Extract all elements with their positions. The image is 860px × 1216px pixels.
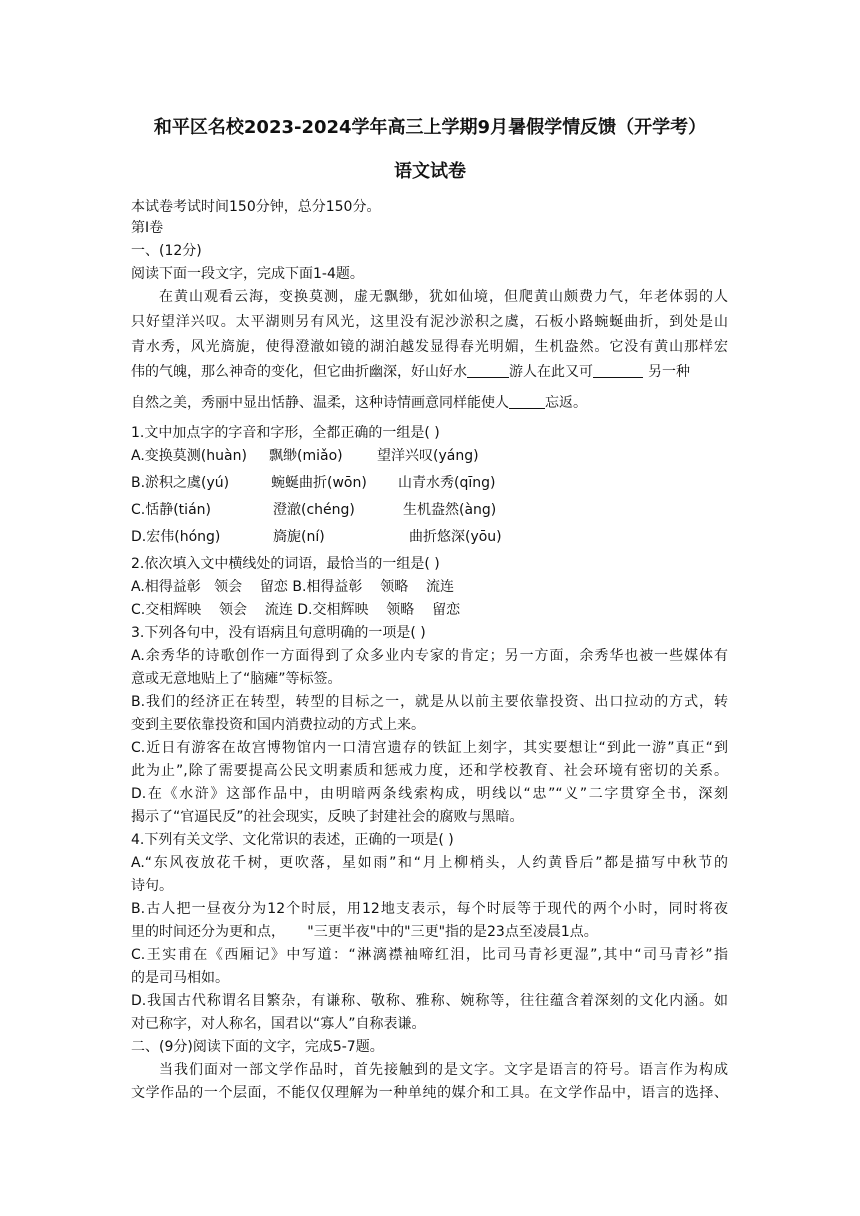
- passage-line-5-part-1: 自然之美，秀丽中显出恬静、温柔，这种诗情画意同样能使人: [131, 395, 509, 411]
- question-3-option-d-line-2: 揭示了“官逼民反”的社会现实，反映了封建社会的腐败与黑暗。: [131, 809, 524, 825]
- exam-subtitle: 语文试卷: [394, 161, 466, 182]
- fill-blank-2: [593, 363, 643, 378]
- question-3-option-d-line-1: D.在《水浒》这部作品中，由明暗两条线索构成，明线以“忠”“义”二字贯穿全书，深刻: [131, 786, 728, 802]
- question-1-stem: 1.文中加点字的字音和字形，全都正确的一组是( ): [131, 425, 440, 441]
- option-d-item-1: D.宏伟(hóng): [131, 529, 221, 545]
- question-2-stem: 2.依次填入文中横线处的词语，最恰当的一组是( ): [131, 556, 440, 572]
- question-1-option-d: [131, 527, 502, 547]
- passage-line-4: [131, 362, 690, 382]
- question-3-option-b-line-2: 变到主要依靠投资和国内消费拉动的方式上来。: [131, 717, 425, 733]
- question-3-option-b-line-1: B.我们的经济正在转型，转型的目标之一，就是从以前主要依靠投资、出口拉动的方式，转: [131, 694, 728, 710]
- passage-line-3: 青水秀，风光旖旎，使得澄澈如镜的湖泊越发显得春光明媚，生机盎然。它没有黄山那样宏: [131, 339, 728, 355]
- question-4-option-d-line-1: D.我国古代称谓名目繁杂，有谦称、敬称、雅称、婉称等，往往蕴含着深刻的文化内涵。如: [131, 993, 728, 1009]
- fill-blank-3: [509, 394, 545, 409]
- question-4-stem: 4.下列有关文学、文化常识的表述，正确的一项是( ): [131, 832, 454, 848]
- question-3-option-a-line-2: 意或无意地贴上了“脑瘫”等标签。: [131, 671, 342, 687]
- question-4-option-b-line-1: B.古人把一昼夜分为12个时辰，用12地支表示，每个时辰等于现代的两个小时，同时将夜: [131, 901, 728, 917]
- section-1-heading: 一、(12分): [131, 243, 202, 259]
- option-a-item-2: 飘缈(miǎo): [269, 448, 343, 464]
- question-1-option-b: [131, 473, 495, 493]
- question-1-option-c: [131, 500, 496, 520]
- passage-line-4-part-2: 游人在此又可: [509, 364, 593, 380]
- question-4-option-d-line-2: 对已称字，对人称名，国君以“寡人”自称表谦。: [131, 1016, 426, 1032]
- option-c-item-3: 生机盎然(àng): [403, 502, 497, 518]
- question-3-stem: 3.下列各句中，没有语病且句意明确的一项是( ): [131, 625, 426, 641]
- passage-line-4-part-3: 另一种: [648, 364, 690, 380]
- volume-label: 第Ⅰ卷: [131, 220, 164, 236]
- question-2-options-cd: C.交相辉映 领会 流连 D.交相辉映 领略 留恋: [131, 602, 461, 618]
- fill-blank-1: [467, 363, 509, 378]
- section-1-instruction: 阅读下面一段文字，完成下面1-4题。: [131, 266, 364, 282]
- passage-line-5: [131, 393, 587, 413]
- question-2-options-ab: A.相得益彰 领会 留恋 B.相得益彰 领略 流连: [131, 579, 455, 595]
- passage-line-4-part-1: 伟的气魄，那么神奇的变化，但它曲折幽深，好山好水: [131, 364, 467, 380]
- question-4-option-c-line-1: C.王实甫在《西厢记》中写道：“淋漓襟袖啼红泪，比司马青衫更湿”,其中“司马青衫”指: [131, 947, 728, 963]
- question-4-option-c-line-2: 的是司马相如。: [131, 970, 229, 986]
- option-a-item-1: A.变换莫测(huàn): [131, 448, 247, 464]
- question-1-option-a: [131, 446, 479, 466]
- question-4-option-b-line-2: 里的时间还分为更和点， "三更半夜"中的"三更"指的是23点至凌晨1点。: [131, 924, 598, 940]
- option-a-item-3: 望洋兴叹(yáng): [377, 448, 479, 464]
- question-3-option-c-line-1: C.近日有游客在故宫博物馆内一口清宫遗存的铁缸上刻字，其实要想让“到此一游”真正“到: [131, 740, 728, 756]
- exam-intro: 本试卷考试时间150分钟，总分150分。: [131, 199, 381, 215]
- option-c-item-1: C.恬静(tián): [131, 502, 211, 518]
- option-d-item-3: 曲折悠深(yōu): [409, 529, 502, 545]
- passage-line-1: 在黄山观看云海，变换莫测，虚无飘缈，犹如仙境，但爬黄山颇费力气，年老体弱的人: [159, 289, 728, 305]
- question-3-option-c-line-2: 此为止”,除了需要提高公民文明素质和惩戒力度，还和学校教育、社会环境有密切的关系。: [131, 763, 728, 779]
- option-b-item-1: B.淤积之虞(yú): [131, 475, 230, 491]
- question-3-option-a-line-1: A.余秀华的诗歌创作一方面得到了众多业内专家的肯定；另一方面，余秀华也被一些媒体有: [131, 648, 728, 664]
- question-4-option-a-line-2: 诗句。: [131, 878, 173, 894]
- passage-line-2: 只好望洋兴叹。太平湖则另有风光，这里没有泥沙淤积之虞，石板小路蜿蜒曲折，到处是山: [131, 314, 728, 330]
- exam-title: 和平区名校2023-2024学年高三上学期9月暑假学情反馈（开学考）: [153, 117, 707, 138]
- question-4-option-a-line-1: A.“东风夜放花千树，更吹落，星如雨”和“月上柳梢头，人约黄昏后”都是描写中秋节的: [131, 855, 728, 871]
- option-b-item-2: 蜿蜒曲折(wōn): [271, 475, 367, 491]
- passage-2-line-1: 当我们面对一部文学作品时，首先接触到的是文字。文字是语言的符号。语言作为构成: [159, 1062, 728, 1078]
- option-c-item-2: 澄澈(chéng): [273, 502, 355, 518]
- section-2-heading: 二、(9分)阅读下面的文字，完成5-7题。: [131, 1039, 384, 1055]
- passage-line-5-part-2: 忘返。: [545, 395, 587, 411]
- passage-2-line-2: 文学作品的一个层面，不能仅仅理解为一种单纯的媒介和工具。在文学作品中，语言的选择、: [131, 1085, 728, 1101]
- option-b-item-3: 山青水秀(qīng): [398, 475, 496, 491]
- option-d-item-2: 旖旎(ní): [273, 529, 325, 545]
